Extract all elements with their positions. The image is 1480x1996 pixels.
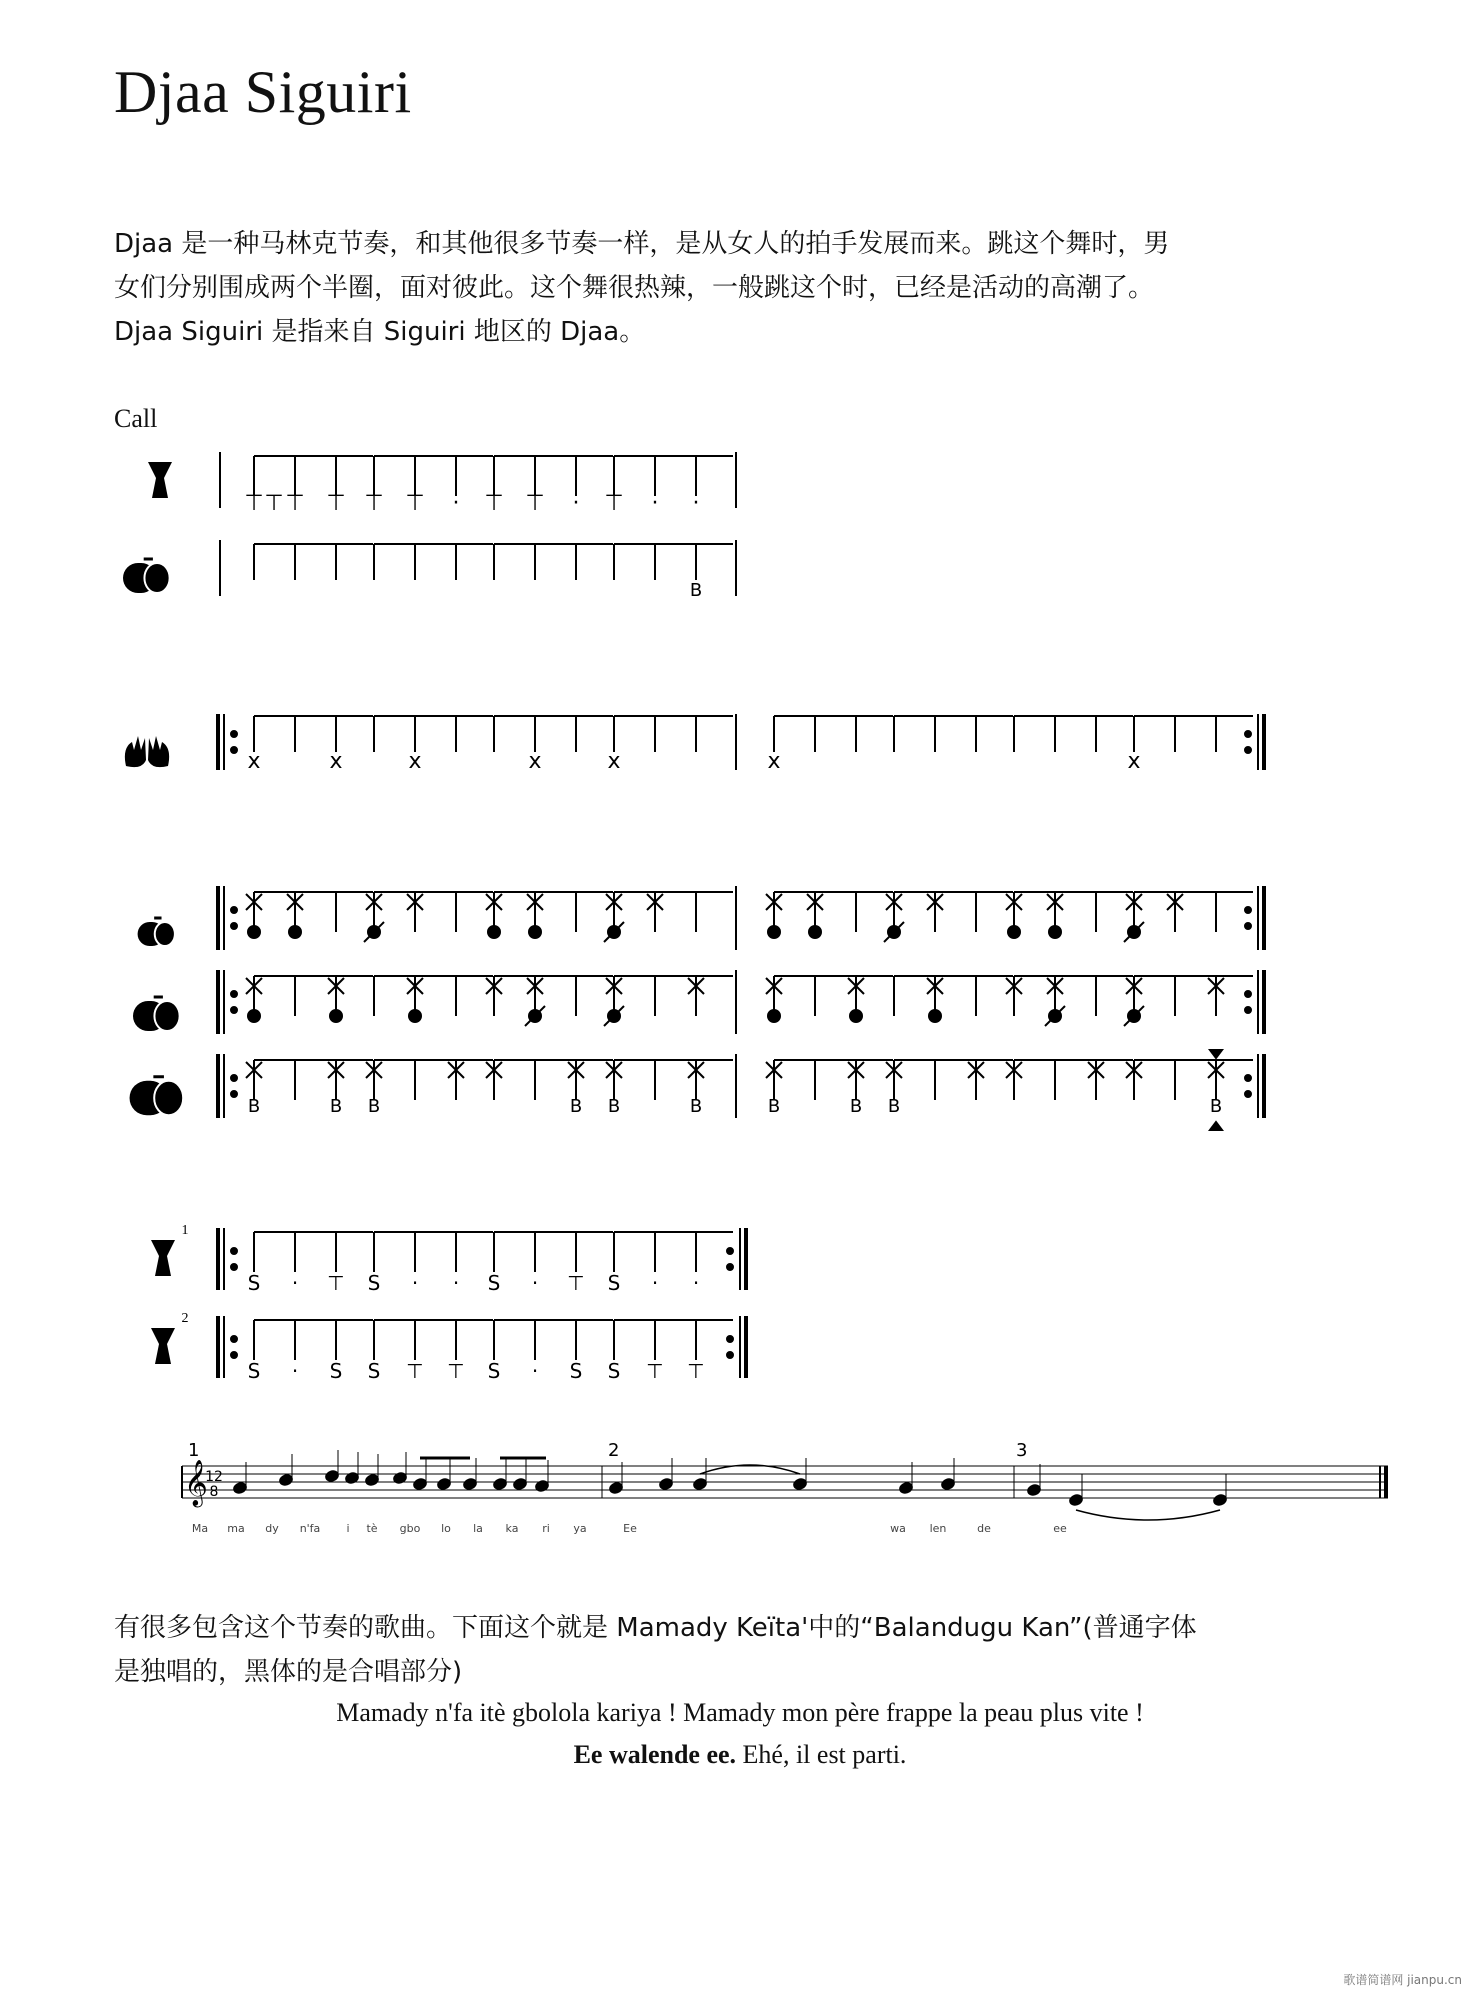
melody-note <box>463 1478 477 1491</box>
repeat-dot <box>1245 907 1251 913</box>
open-note <box>330 1010 342 1022</box>
melody-note <box>233 1482 247 1495</box>
djembe-note: · <box>291 1271 299 1295</box>
hand-clap-icon <box>125 736 169 767</box>
bass-note: B <box>329 1096 343 1117</box>
open-note <box>850 1010 862 1022</box>
djembe-note: ⊤ <box>646 1359 664 1383</box>
melody-lyric-syllable: ri <box>542 1522 550 1535</box>
accent-mark <box>1210 1050 1222 1058</box>
repeat-dot <box>231 1248 237 1254</box>
repeat-dot <box>727 1352 733 1358</box>
melody-note <box>693 1478 707 1491</box>
bass-note: B <box>849 1096 863 1117</box>
melody-note <box>365 1474 379 1487</box>
djembe-icon <box>151 1311 189 1364</box>
melody-note <box>609 1482 623 1495</box>
djembe-note: · <box>411 1271 419 1295</box>
bass-note: B <box>887 1096 901 1117</box>
left-hand <box>125 736 146 767</box>
call-djembe-note: ⊤ <box>364 491 384 516</box>
intro-line: Djaa Siguiri 是指来自 Siguiri 地区的 Djaa。 <box>114 317 646 347</box>
lyric-line-1: Mamady n'fa itè gbolola kariya ! Mamady mon père frappe la peau plus vite ! <box>336 1698 1144 1727</box>
repeat-dot <box>231 1352 237 1358</box>
melody-lyric-syllable: wa <box>890 1522 906 1535</box>
measure-number: 1 <box>188 1440 200 1461</box>
melody-note <box>279 1474 293 1487</box>
djembe-note: ⊤ <box>687 1359 705 1383</box>
call-djembe-note: · <box>572 491 580 516</box>
open-note <box>1049 926 1061 938</box>
djembe-note: S <box>329 1359 343 1383</box>
open-note <box>488 926 500 938</box>
repeat-dot <box>231 731 237 737</box>
repeat-dot <box>727 1336 733 1342</box>
melody-lyric-syllable: i <box>346 1522 350 1535</box>
repeat-dot <box>231 923 237 929</box>
melody-tie <box>1076 1510 1220 1520</box>
djembe-note: S <box>607 1271 621 1295</box>
djembe-shape <box>148 462 172 498</box>
repeat-dot <box>231 1336 237 1342</box>
measure-number: 2 <box>608 1440 620 1461</box>
clap-mark: x <box>408 749 422 774</box>
melody-note <box>1213 1494 1227 1507</box>
clap-mark: x <box>528 749 542 774</box>
repeat-dot <box>231 1075 237 1081</box>
open-note <box>248 926 260 938</box>
melody-lyric-syllable: tè <box>366 1522 378 1535</box>
call-djembe-note: ⊤ <box>525 491 545 516</box>
melody-note <box>941 1478 955 1491</box>
djembe-note: S <box>607 1359 621 1383</box>
time-signature-bottom: 8 <box>209 1484 219 1500</box>
djembe-note: · <box>452 1271 460 1295</box>
watermark: 歌谱简谱网 jianpu.cn <box>1343 1973 1462 1987</box>
djembe-number: 1 <box>181 1223 189 1238</box>
repeat-dot <box>231 1264 237 1270</box>
call-djembe-note: ⊤ <box>326 491 346 516</box>
songs-intro-line: 是独唱的，黑体的是合唱部分) <box>114 1657 463 1687</box>
djembe-note: S <box>487 1271 501 1295</box>
clap-mark: x <box>329 749 343 774</box>
repeat-dot <box>231 907 237 913</box>
repeat-dot <box>727 1264 733 1270</box>
djembe-note: · <box>531 1359 539 1383</box>
djembe-note: S <box>247 1271 261 1295</box>
melody-lyric-syllable: ee <box>1053 1522 1067 1535</box>
open-note <box>809 926 821 938</box>
djembe-note: ⊤ <box>447 1359 465 1383</box>
bass-note: B <box>1209 1096 1223 1117</box>
call-djembe-note: ⊤ <box>405 491 425 516</box>
open-note <box>1008 926 1020 938</box>
drum-head <box>154 1081 183 1116</box>
dundunba-icon <box>130 1077 184 1116</box>
lyric-line-2 <box>0 1740 1480 1770</box>
melody-note <box>437 1478 451 1491</box>
drum-head <box>155 922 175 946</box>
kenkeni-icon <box>138 918 175 946</box>
repeat-dot <box>727 1248 733 1254</box>
djembe-shape <box>151 1240 175 1276</box>
melody-note <box>659 1478 673 1491</box>
melody-lyric-syllable: Ee <box>623 1522 637 1535</box>
djembe-note: · <box>692 1271 700 1295</box>
djembe-note: S <box>367 1359 381 1383</box>
call-label: Call <box>114 404 158 433</box>
djembe-note: ⊤ <box>567 1271 585 1295</box>
djembe-note: · <box>531 1271 539 1295</box>
djembe-icon <box>148 462 172 498</box>
open-note <box>289 926 301 938</box>
time-signature-top: 12 <box>205 1469 223 1485</box>
call-djembe-note: · <box>651 491 659 516</box>
bass-note: B <box>689 1096 703 1117</box>
melody-note <box>413 1478 427 1491</box>
clap-mark: x <box>767 749 781 774</box>
drum-head <box>154 1001 179 1031</box>
repeat-dot <box>1245 1075 1251 1081</box>
clap-mark: x <box>1127 749 1141 774</box>
repeat-dot <box>1245 923 1251 929</box>
melody-note <box>325 1470 339 1483</box>
bass-note: B <box>569 1096 583 1117</box>
bass-note: B <box>767 1096 781 1117</box>
open-note <box>248 1010 260 1022</box>
djembe-note: S <box>569 1359 583 1383</box>
melody-lyric-syllable: de <box>977 1522 991 1535</box>
melody-lyric-syllable: ma <box>227 1522 245 1535</box>
melody-lyric-syllable: dy <box>265 1522 279 1535</box>
accent-mark <box>1210 1122 1222 1130</box>
call-djembe-note: ⊤ <box>285 491 305 516</box>
djembe-note: · <box>291 1359 299 1383</box>
bass-note: B <box>367 1096 381 1117</box>
melody-lyric-syllable: ya <box>573 1522 587 1535</box>
melody-note <box>899 1482 913 1495</box>
open-note <box>768 926 780 938</box>
sangban-icon <box>133 997 180 1031</box>
melody-note <box>1069 1494 1083 1507</box>
right-hand <box>148 736 169 767</box>
songs-intro <box>114 1606 1374 1694</box>
repeat-dot <box>1245 991 1251 997</box>
djembe-note: ⊤ <box>406 1359 424 1383</box>
melody-lyric-syllable: ka <box>505 1522 519 1535</box>
measure-number: 3 <box>1016 1440 1028 1461</box>
chorus-text: Ee walende ee. <box>573 1740 737 1769</box>
djembe-note: S <box>487 1359 501 1383</box>
clap-mark: x <box>247 749 261 774</box>
repeat-dot <box>1245 747 1251 753</box>
melody-lyric-syllable: la <box>473 1522 483 1535</box>
intro-line: Djaa 是一种马林克节奏，和其他很多节奏一样，是从女人的拍手发展而来。跳这个舞时，男 <box>114 229 1170 259</box>
repeat-dot <box>1245 731 1251 737</box>
repeat-dot <box>231 1007 237 1013</box>
call-djembe-note: · <box>692 491 700 516</box>
open-note <box>929 1010 941 1022</box>
bass-note: B <box>247 1096 261 1117</box>
djembe-note: · <box>651 1271 659 1295</box>
repeat-dot <box>231 747 237 753</box>
melody-note <box>513 1478 527 1491</box>
djembe-note: S <box>367 1271 381 1295</box>
bass-note: B <box>607 1096 621 1117</box>
call-djembe-note: ⊤ <box>604 491 624 516</box>
repeat-dot <box>1245 1007 1251 1013</box>
call-djembe-note: ⊤ <box>244 491 264 516</box>
call-djembe-note: ⊤ <box>264 491 284 516</box>
open-note <box>529 926 541 938</box>
melody-lyric-syllable: len <box>929 1522 947 1535</box>
page-title: Djaa Siguiri <box>114 59 412 125</box>
intro-line: 女们分别围成两个半圈，面对彼此。这个舞很热辣，一般跳这个时，已经是活动的高潮了。 <box>114 273 1155 303</box>
open-note <box>768 1010 780 1022</box>
melody-lyric-syllable: Ma <box>191 1522 209 1535</box>
call-djembe-note: · <box>452 491 460 516</box>
melody-lyric-syllable: lo <box>441 1522 451 1535</box>
melody-note <box>793 1478 807 1491</box>
drum-head <box>144 563 169 593</box>
djembe-note: S <box>247 1359 261 1383</box>
clap-mark: x <box>607 749 621 774</box>
repeat-dot <box>1245 1091 1251 1097</box>
djembe-icon <box>151 1223 189 1276</box>
dundun-icon <box>123 559 170 593</box>
solo-text: Ehé, il est parti. <box>736 1740 907 1769</box>
repeat-dot <box>231 1091 237 1097</box>
songs-intro-line: 有很多包含这个节奏的歌曲。下面这个就是 Mamady Keïta'中的“Balandugu Kan”(普通字体 <box>114 1613 1197 1643</box>
melody-note <box>493 1478 507 1491</box>
call-dundun-bass: B <box>689 580 703 601</box>
djembe-shape <box>151 1328 175 1364</box>
repeat-dot <box>231 991 237 997</box>
melody-lyric-syllable: n'fa <box>299 1522 321 1535</box>
melody-lyric-syllable: gbo <box>399 1522 421 1535</box>
djembe-note: ⊤ <box>327 1271 345 1295</box>
open-note <box>409 1010 421 1022</box>
djembe-number: 2 <box>181 1311 189 1326</box>
melody-note <box>1027 1484 1041 1497</box>
treble-clef: 𝄞 <box>184 1460 208 1506</box>
call-djembe-note: ⊤ <box>484 491 504 516</box>
